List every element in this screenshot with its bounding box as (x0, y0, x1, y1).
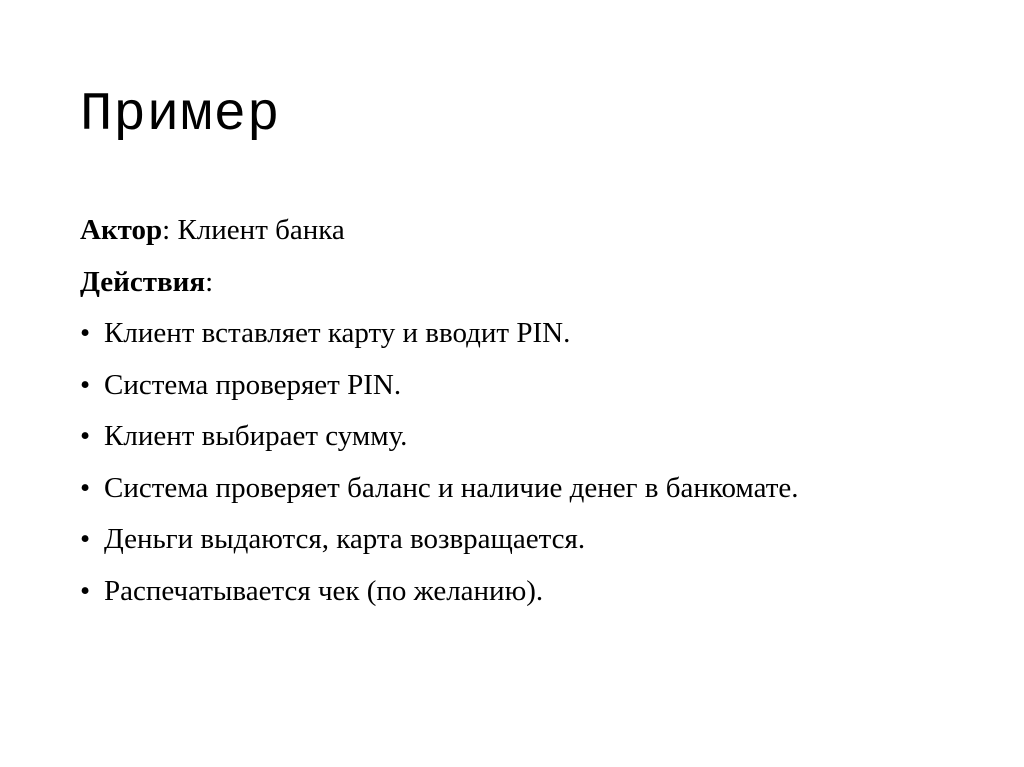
list-item (80, 514, 980, 566)
actor-value: Клиент банка (170, 214, 345, 246)
actions-separator: : (205, 265, 214, 298)
bullet-icon: • (80, 471, 91, 504)
bullet-icon: • (80, 317, 91, 349)
list-item-text: Система проверяет PIN. (104, 368, 402, 401)
actions-line (80, 257, 980, 309)
list-item (80, 360, 980, 412)
actor-separator: : (162, 214, 171, 246)
actions-list (80, 308, 980, 617)
list-item (80, 411, 980, 463)
list-item (80, 308, 980, 360)
bullet-icon: • (80, 523, 91, 555)
bullet-icon: • (80, 368, 91, 401)
actor-label: Актор (80, 214, 163, 246)
bullet-icon: • (80, 574, 91, 607)
actions-label: Действия (80, 265, 206, 298)
list-item-text: Деньги выдаются, карта возвращается. (104, 523, 586, 555)
actor-line (80, 205, 980, 257)
list-item (80, 463, 980, 515)
slide-body (80, 205, 980, 617)
list-item-text: Клиент выбирает сумму. (104, 420, 408, 452)
list-item (80, 566, 980, 618)
list-item-text: Система проверяет баланс и наличие денег в банкомате. (104, 471, 799, 504)
bullet-icon: • (80, 420, 91, 452)
list-item-text: Клиент вставляет карту и вводит PIN. (104, 317, 571, 349)
slide-title: Пример (80, 85, 281, 146)
list-item-text: Распечатывается чек (по желанию). (104, 574, 544, 607)
